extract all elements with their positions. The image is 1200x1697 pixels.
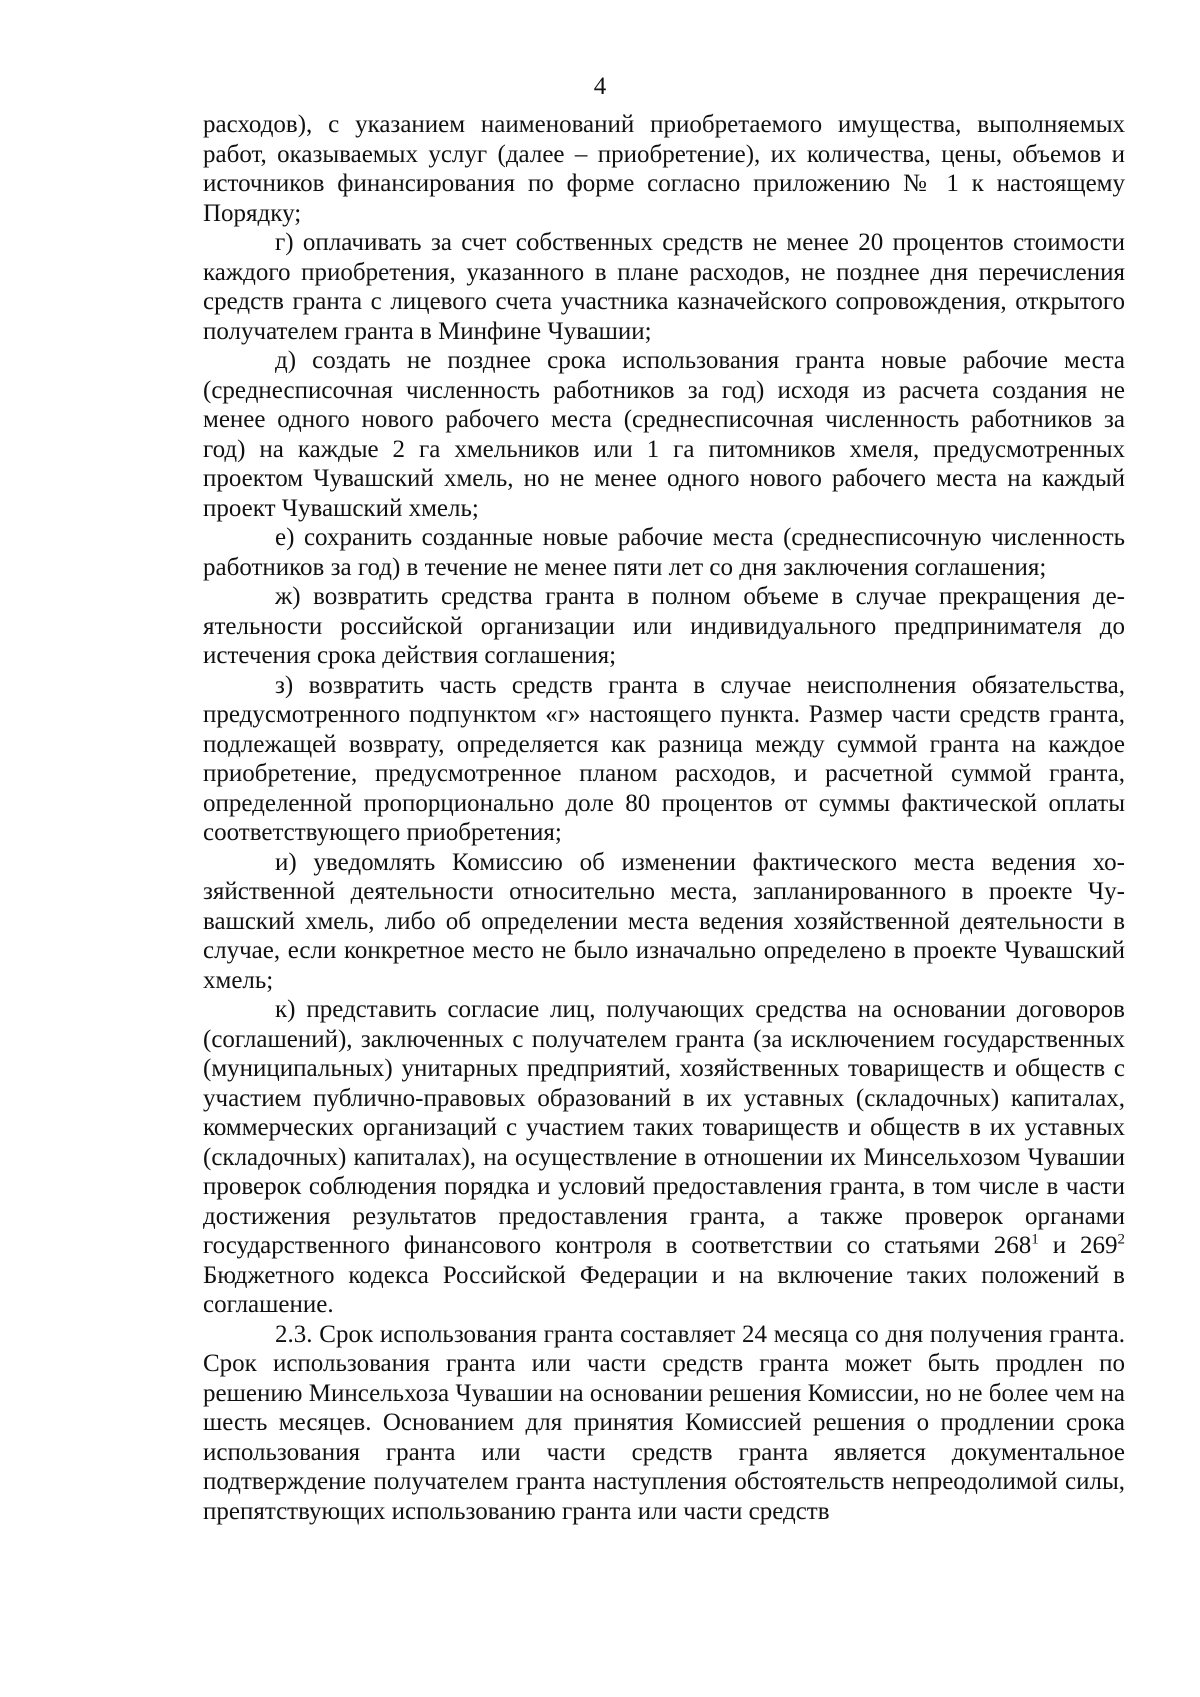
- paragraph-item-i: и) уведомлять Комиссию об изменении фактического места ведения хозяйственной деятельности относительно места, запланированного в проекте Чувашский хмель, либо об определении места ведения хозяйственной деятельности в случае, если конкретное место не было изначально определено в проекте Чувашский хмель;: [203, 848, 1125, 994]
- page-number: 4: [593, 73, 607, 100]
- paragraph-item-k-text-1: к) представить согласие лиц, получающих средства на основании договоров (соглашений), заключенных с получателем гранта (за исключением государственных (муниципальных) унитарных предприятий, хозяйственных товариществ и обществ с участием публично-правовых образований в их уставных (складочных) капиталах, коммерческих организаций с участием таких товариществ и обществ в их уставных (складочных) капиталах), на осуществление в отношении их Минсельхозом Чувашии проверок соблюдения порядка и условий предоставления гранта, в том числе в части достижения результатов предоставления гранта, а также проверок органами государственного финансового контроля в соответствии со статьями 268: [203, 996, 1125, 1259]
- article-268-superscript: 1: [1031, 1231, 1039, 1248]
- paragraph-item-k-text-3: Бюджетного кодекса Российской Федерации и на включение таких положений в соглашение.: [203, 1261, 1125, 1318]
- paragraph-item-z: з) возвратить часть средств гранта в случае неисполнения обязательства, предусмотренного подпунктом «г» настоящего пункта. Размер части средств гранта, подлежащей возврату, определяется как разница между суммой гранта на каждое приобретение, предусмотренное планом расходов, и расчетной суммой гранта, определенной пропорционально доле 80 процентов от суммы фактической оплаты соответствующего приобретения;: [203, 671, 1125, 846]
- article-269-superscript: 2: [1117, 1231, 1125, 1248]
- paragraph-continuation: расходов), с указанием наименований приобретаемого имущества, выполняемых работ, оказываемых услуг (далее – приобретение), их количества, цены, объемов и источников финансирования по форме согласно приложению № 1 к настоящему Порядку;: [203, 111, 1125, 227]
- paragraph-item-d: д) создать не позднее срока использования гранта новые рабочие места (среднесписочная численность работников за год) исходя из расчета создания не менее одного нового рабочего места (среднесписочная численность работников за год) на каждые 2 га хмельников или 1 га питомников хмеля, предусмотренных проектом Чувашский хмель, но не менее одного нового рабочего места на каждый проект Чувашский хмель;: [203, 347, 1125, 522]
- document-body: [203, 110, 1125, 1526]
- paragraph-item-k: [203, 995, 1125, 1320]
- paragraph-item-g: г) оплачивать за счет собственных средств не менее 20 процентов стоимости каждого приобретения, указанного в плане расходов, не позднее дня перечисления средств гранта с лицевого счета участника казначейского сопровождения, открытого получателем гранта в Минфине Чувашии;: [203, 229, 1125, 345]
- paragraph-item-zh: ж) возвратить средства гранта в полном объеме в случае прекращения деятельности российской организации или индивидуального предпринимателя до истечения срока действия соглашения;: [203, 583, 1125, 669]
- paragraph-item-k-text-2: и 269: [1038, 1232, 1118, 1259]
- paragraph-item-e: е) сохранить созданные новые рабочие места (среднесписочную численность работников за год) в течение не менее пяти лет со дня заключения соглашения;: [203, 524, 1125, 581]
- paragraph-item-2-3: 2.3. Срок использования гранта составляет 24 месяца со дня получения гранта. Срок использования гранта или части средств гранта может быть продлен по решению Минсельхоза Чувашии на основании решения Комиссии, но не более чем на шесть месяцев. Основанием для принятия Комиссией решения о продлении срока использования гранта или части средств гранта является документальное подтверждение получателем гранта наступления обстоятельств непреодолимой силы, препятствующих использованию гранта или части средств: [203, 1320, 1125, 1525]
